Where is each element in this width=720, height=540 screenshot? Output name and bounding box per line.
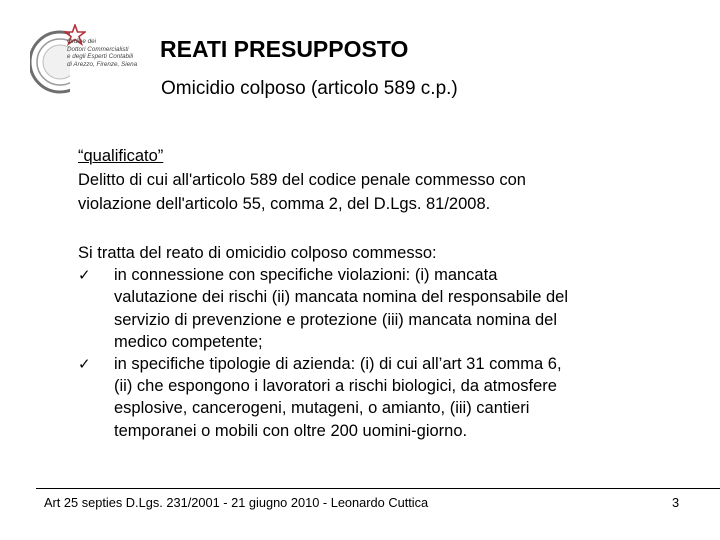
- intro-text: Si tratta del reato di omicidio colposo commesso:: [78, 244, 437, 262]
- footer-text: Art 25 septies D.Lgs. 231/2001 - 21 giugno 2010 - Leonardo Cuttica: [44, 495, 429, 510]
- bullet-line: in specifiche tipologie di azienda: (i) di cui all’art 31 comma 6,: [114, 355, 562, 374]
- logo-lettering: [67, 38, 153, 68]
- logo-line: di Arezzo, Firenze, Siena: [67, 60, 138, 68]
- organization-logo: [30, 22, 150, 106]
- definition-line: Delitto di cui all'articolo 589 del codice penale commesso con: [78, 171, 526, 189]
- slide-title: REATI PRESUPPOSTO: [160, 36, 409, 62]
- slide-subtitle: Omicidio colposo (articolo 589 c.p.): [161, 78, 458, 99]
- quoted-term: “qualificato”: [78, 147, 164, 165]
- bullet-line: temporanei o mobili con oltre 200 uomini-giorno.: [114, 421, 468, 440]
- bullet-line: esplosive, cancerogeni, mutageni, o amianto, (iii) cantieri: [114, 399, 530, 418]
- bullet-line: medico competente;: [114, 332, 263, 351]
- definition-block: [78, 144, 678, 216]
- page-number: 3: [672, 495, 680, 510]
- logo-line: e degli Esperti Contabili: [67, 53, 134, 61]
- bullet-line: valutazione dei rischi (ii) mancata nomina del responsabile del: [114, 288, 568, 307]
- logo-line: Dottori Commercialisti: [67, 45, 129, 53]
- logo-line: Ordine dei: [67, 38, 97, 45]
- definition-line: violazione dell'articolo 55, comma 2, del D.Lgs. 81/2008.: [78, 195, 491, 213]
- bullet-line: servizio di prevenzione e protezione (iii) mancata nomina del: [114, 310, 557, 329]
- list-item: [78, 353, 698, 442]
- description-block: [78, 242, 698, 442]
- bullet-text: [114, 264, 684, 353]
- bullet-text: [114, 353, 684, 442]
- footer-divider: [36, 488, 720, 489]
- bullet-line: in connessione con specifiche violazioni: (i) mancata: [114, 266, 498, 285]
- checkmark-icon: ✓: [78, 355, 91, 374]
- list-item: [78, 264, 698, 353]
- checkmark-icon: ✓: [78, 266, 91, 285]
- bullet-line: (ii) che espongono i lavoratori a rischi biologici, da atmosfere: [114, 377, 557, 396]
